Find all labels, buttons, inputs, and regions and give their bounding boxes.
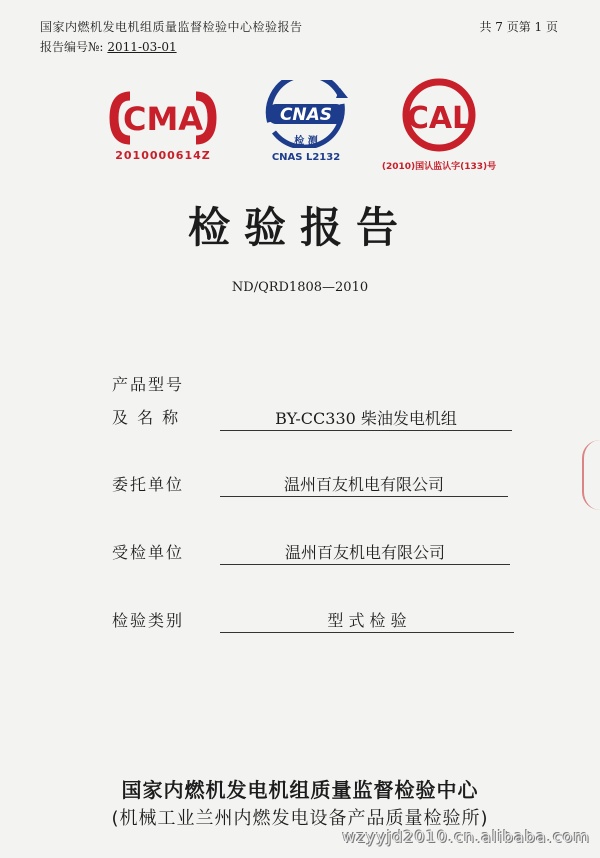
report-number-value: 2011-03-01 bbox=[107, 40, 177, 54]
cnas-mark-text: CNAS bbox=[279, 105, 333, 125]
cnas-logo bbox=[256, 80, 356, 163]
cma-emblem-icon bbox=[108, 90, 218, 145]
product-label-line1: 产品型号 bbox=[112, 375, 185, 394]
cnas-emblem-icon bbox=[256, 80, 356, 148]
cnas-number: CNAS L2132 bbox=[271, 152, 341, 163]
report-number-label: 报告编号№: bbox=[40, 40, 104, 54]
client-value: 温州百友机电有限公司 bbox=[220, 472, 508, 497]
cal-number: (2010)国认监认字(133)号 bbox=[381, 162, 497, 172]
inspection-type-label: 检验类别 bbox=[112, 611, 185, 630]
product-label-line2: 及 名 称 bbox=[112, 408, 181, 427]
standard-code: ND/QRD1808—2010 bbox=[231, 280, 369, 295]
cal-emblem-icon bbox=[380, 75, 498, 155]
seal-stamp-edge bbox=[582, 440, 600, 510]
cnas-sub-text: 检 测 bbox=[294, 136, 318, 147]
report-number bbox=[40, 38, 177, 55]
cal-mark-text: CAL bbox=[406, 101, 472, 136]
header-center-name: 国家内燃机发电机组质量监督检验中心检验报告 bbox=[40, 20, 303, 34]
inspected-value: 温州百友机电有限公司 bbox=[220, 540, 510, 565]
cma-mark-text: CMA bbox=[122, 100, 204, 138]
report-title: 检验报告 bbox=[187, 203, 412, 252]
watermark: wzyyjd2010.cn.alibaba.com bbox=[342, 827, 590, 846]
cma-logo bbox=[108, 90, 218, 162]
inspection-type-value: 型 式 检 验 bbox=[220, 608, 514, 633]
inspected-label: 受检单位 bbox=[112, 543, 185, 562]
footer-center-name: 国家内燃机发电机组质量监督检验中心 bbox=[121, 778, 479, 802]
cal-logo bbox=[380, 75, 498, 172]
product-value: BY-CC330 柴油发电机组 bbox=[220, 406, 512, 431]
cma-number: 2010000614Z bbox=[115, 149, 211, 162]
header-page-count: 共 7 页第 1 页 bbox=[479, 20, 558, 34]
footer-institute-name: (机械工业兰州内燃发电设备产品质量检验所) bbox=[111, 808, 489, 829]
client-label: 委托单位 bbox=[112, 475, 185, 494]
